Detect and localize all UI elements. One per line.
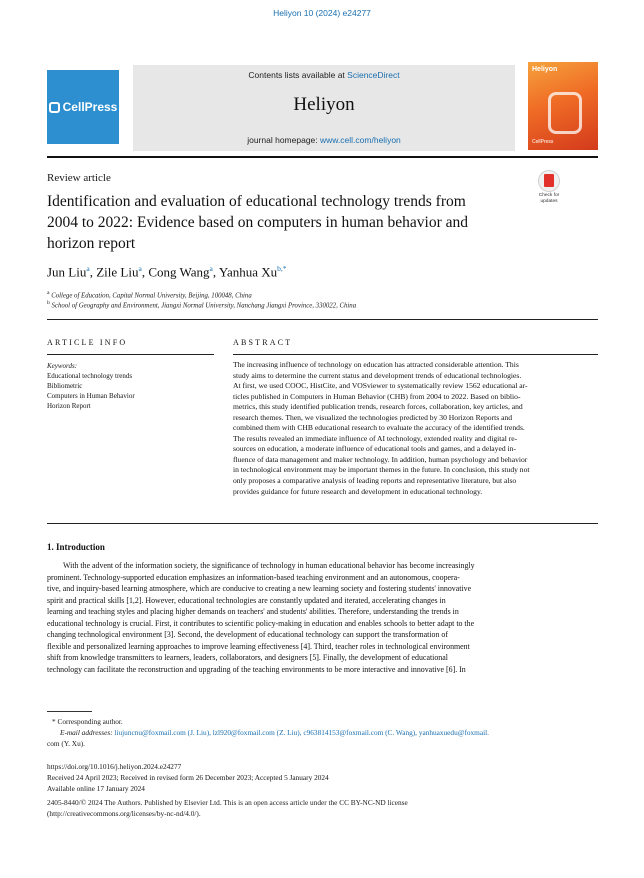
corresponding-author-note: * Corresponding author. — [52, 717, 123, 726]
journal-name: Heliyon — [293, 94, 355, 115]
abstract-line: The results revealed an immediate influence of AI technology, extended reality and digital re- — [233, 433, 518, 443]
body-line: spirit and practical skills [1,2]. However, educational technologies are constantly updated and iterated, accelerating changes in — [47, 595, 446, 605]
publisher-logo-text: CellPress — [49, 100, 118, 114]
keyword: Horizon Report — [47, 402, 91, 410]
license-link[interactable]: (http://creativecommons.org/licenses/by-nc-nd/4.0/). — [47, 809, 201, 818]
affiliation — [47, 290, 252, 299]
body-line: flexible and personalized learning approaches to improve learning effectiveness [4]. Third, teacher roles in technological environment — [47, 641, 470, 651]
affiliation — [47, 300, 356, 309]
homepage-line — [133, 135, 515, 145]
body-line: shift from knowledge transmitters to learners, leaders, collaborators, and designers [5]. Finally, the development of educational — [47, 653, 448, 662]
doi-link[interactable]: https://doi.org/10.1016/j.heliyon.2024.e24277 — [47, 762, 182, 771]
affiliation-mark: a — [47, 290, 50, 296]
homepage-link[interactable]: www.cell.com/heliyon — [320, 135, 401, 145]
abstract-rule — [233, 354, 598, 355]
abstract-line: provides guidance for future research and development in educational technology. — [233, 486, 483, 496]
check-for-updates-label: Check for updates — [538, 193, 560, 204]
abstract-heading: ABSTRACT — [233, 338, 293, 347]
journal-reference[interactable]: Heliyon 10 (2024) e24277 — [273, 8, 371, 18]
author-name[interactable]: Cong Wang — [148, 264, 210, 280]
abstract-line: combined them with CHB educational research to evaluate the accuracy of the identified trends. — [233, 423, 525, 433]
section-rule — [47, 319, 598, 320]
corresponding-text: Corresponding author. — [57, 717, 123, 726]
received-dates: Received 24 April 2023; Received in revised form 26 December 2023; Accepted 5 January 2024 — [47, 773, 329, 782]
author-marker[interactable]: a — [209, 264, 213, 273]
body-line: changing technological environment [3]. Second, the development of educational technology can support the transformation of — [47, 630, 448, 639]
header-rule — [47, 156, 598, 158]
article-type: Review article — [47, 172, 111, 184]
bookmark-icon — [544, 174, 554, 187]
section-heading: 1. Introduction — [47, 542, 105, 552]
emails-label: E-mail addresses: — [60, 728, 113, 737]
license-line: 2405-8440/© 2024 The Authors. Published by Elsevier Ltd. This is an open access article under the CC BY-NC-ND license — [47, 798, 408, 807]
introduction-body — [47, 560, 598, 675]
email-addresses — [47, 727, 598, 749]
abstract-body — [233, 360, 598, 497]
author-marker[interactable]: a — [138, 264, 142, 273]
body-line: tive, and inquiry-based learning atmosphere, which are conducive to creating a new learning society and fostering students' innovative — [47, 584, 472, 593]
article-info-heading: ARTICLE INFO — [47, 338, 128, 347]
abstract-line: only proposes a comparative analysis of leading reports and representative literature, but also — [233, 476, 517, 486]
author-name[interactable]: Yanhua Xu — [218, 264, 278, 280]
keyword: Educational technology trends — [47, 372, 133, 380]
affiliation-text: School of Geography and Environment, Jiangxi Normal University, Nanchang Jiangxi Province, 330022, China — [51, 302, 357, 310]
article-title: Identification and evaluation of educational technology trends from 2004 to 2022: Evidence based on computers in human behavior and horizon report — [47, 193, 468, 252]
license-statement — [47, 797, 598, 819]
contents-prefix: Contents lists available at — [248, 70, 348, 80]
abstract-line: At first, we used COOC, HistCite, and VOSviewer to systematically review 1562 educational ar- — [233, 381, 528, 391]
journal-cover[interactable] — [528, 62, 598, 150]
check-for-updates-button[interactable] — [532, 170, 566, 208]
cover-title: Heliyon — [532, 66, 558, 73]
abstract-line: in technological environment may be important themes in the future. In conclusion, this study not — [233, 465, 530, 475]
keyword: Bibliometric — [47, 382, 83, 390]
abstract-line: sources on education, a moderate influence of educational tools and games, and a delayed in- — [233, 444, 516, 454]
affiliation-text: College of Education, Capital Normal University, Beijing, 100048, China — [51, 292, 252, 300]
cover-emblem-icon — [548, 92, 582, 134]
abstract-line: ticles published in Computers in Human Behavior (CHB) from 2004 to 2022. Based on biblio- — [233, 391, 521, 401]
abstract-line: fluence of data management and maker technology. In addition, human psychology and behavior — [233, 454, 528, 464]
body-line: With the advent of the information society, the significance of technology in human educational behavior has become increasingly — [63, 561, 475, 570]
keywords-label: Keywords: — [47, 362, 78, 370]
email-links[interactable]: liujuncnu@foxmail.com (J. Liu), lzl920@foxmail.com (Z. Liu), c963814153@foxmail.com (C. Wang), yanhuaxuedu@foxmail. — [114, 728, 489, 737]
contents-line — [133, 70, 515, 80]
available-online-date: Available online 17 January 2024 — [47, 784, 145, 793]
body-line: learning and teaching styles and placing higher demands on teachers' and students' abilities. Therefore, understanding the trends in — [47, 607, 459, 616]
publisher-logo[interactable] — [47, 70, 119, 144]
cellpress-mark-icon — [49, 102, 60, 113]
cover-footer: CellPress — [532, 139, 554, 145]
abstract-end-rule — [47, 523, 598, 524]
email-links-continued[interactable]: com (Y. Xu). — [47, 739, 85, 748]
abstract-line: metrics, this study identified publication trends, research forces, collaboration, key articles, and — [233, 402, 523, 412]
body-line: educational technology is crucial. First, it contributes to scientific policy-making in education and enables schools to better adapt to the — [47, 618, 475, 628]
body-line: prominent. Technology-supported education emphasizes an information-based teaching environment and an autonomous, coopera- — [47, 572, 460, 582]
affiliation-mark: b — [47, 300, 50, 306]
abstract-line: The increasing influence of technology on education has attracted considerable attention. This — [233, 360, 519, 369]
author-name[interactable]: Jun Liu — [47, 264, 87, 280]
author-marker[interactable]: b,* — [277, 264, 287, 273]
footnote-rule — [47, 711, 92, 712]
article-info-rule — [47, 354, 214, 355]
author-marker[interactable]: a — [86, 264, 90, 273]
abstract-line: research themes. Then, we visualized the technologies predicted by 30 Horizon Reports and — [233, 412, 513, 422]
abstract-line: study aims to determine the current status and development trends of educational technologies. — [233, 370, 522, 380]
homepage-prefix: journal homepage: — [247, 135, 320, 145]
author-list: Jun Liu$^a$, Zile Liu$^a$, Cong Wang$^a$, Yanhua $Xu^{b,*}$ — [47, 264, 287, 280]
sciencedirect-link[interactable]: ScienceDirect — [347, 70, 400, 80]
keyword: Computers in Human Behavior — [47, 392, 135, 400]
author-name[interactable]: Zile Liu — [96, 264, 139, 280]
body-line: technology can facilitate the reconstruction and upgrading of the teaching environments to be more interactive and innovative [6]. In — [47, 664, 466, 674]
